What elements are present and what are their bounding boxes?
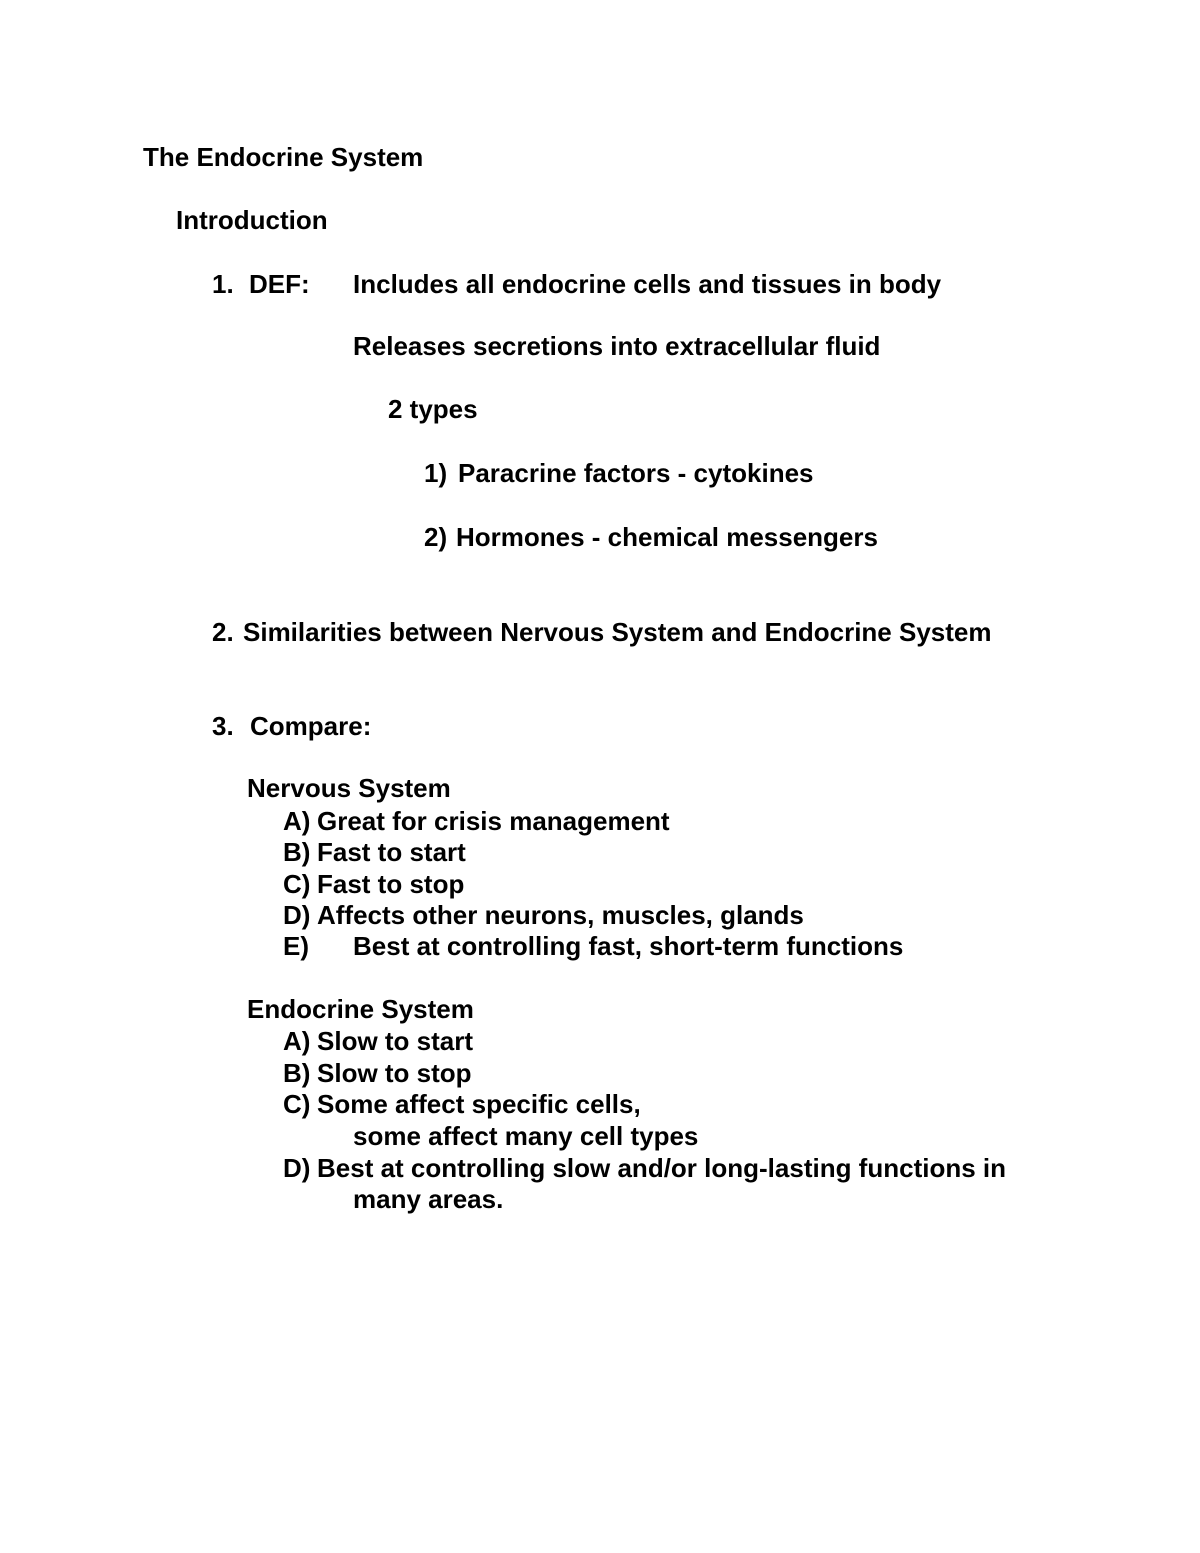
endocrine-item-continuation: some affect many cell types xyxy=(353,1121,699,1151)
endocrine-item-continuation: many areas. xyxy=(353,1184,504,1214)
section-heading: Introduction xyxy=(176,205,328,235)
type-text: Hormones - chemical messengers xyxy=(456,522,878,552)
item1-number: 1. xyxy=(212,269,234,299)
nervous-item-text: Affects other neurons, muscles, glands xyxy=(317,900,804,930)
endocrine-item-text: Slow to stop xyxy=(317,1058,472,1088)
item1-definition-line2: Releases secretions into extracellular fluid xyxy=(353,331,881,361)
types-heading: 2 types xyxy=(388,394,478,424)
nervous-item-text: Great for crisis management xyxy=(317,806,670,836)
item2-number: 2. xyxy=(212,617,234,647)
endocrine-item-text: Some affect specific cells, xyxy=(317,1089,641,1119)
nervous-item-marker: C) xyxy=(283,869,311,899)
nervous-item-marker: E) xyxy=(283,931,309,961)
type-marker: 2) xyxy=(424,522,448,552)
nervous-item-text: Best at controlling fast, short-term functions xyxy=(353,931,904,961)
endocrine-item-marker: C) xyxy=(283,1089,311,1119)
item3-number: 3. xyxy=(212,711,234,741)
nervous-item-marker: B) xyxy=(283,837,311,867)
item2-text: Similarities between Nervous System and Endocrine System xyxy=(243,617,992,647)
endocrine-item-text: Slow to start xyxy=(317,1026,474,1056)
endocrine-item-marker: A) xyxy=(283,1026,311,1056)
nervous-item-marker: A) xyxy=(283,806,311,836)
item1-label: DEF: xyxy=(249,269,310,299)
type-text: Paracrine factors - cytokines xyxy=(458,458,814,488)
endocrine-item-marker: D) xyxy=(283,1153,311,1183)
type-marker: 1) xyxy=(424,458,448,488)
item1-definition-line1: Includes all endocrine cells and tissues in body xyxy=(353,269,942,299)
document-title: The Endocrine System xyxy=(143,142,424,172)
nervous-item-marker: D) xyxy=(283,900,311,930)
nervous-heading: Nervous System xyxy=(247,773,451,803)
endocrine-heading: Endocrine System xyxy=(247,994,474,1024)
nervous-item-text: Fast to stop xyxy=(317,869,465,899)
item3-text: Compare: xyxy=(250,711,372,741)
endocrine-item-text: Best at controlling slow and/or long-lasting functions in xyxy=(317,1153,1006,1183)
nervous-item-text: Fast to start xyxy=(317,837,466,867)
endocrine-item-marker: B) xyxy=(283,1058,311,1088)
